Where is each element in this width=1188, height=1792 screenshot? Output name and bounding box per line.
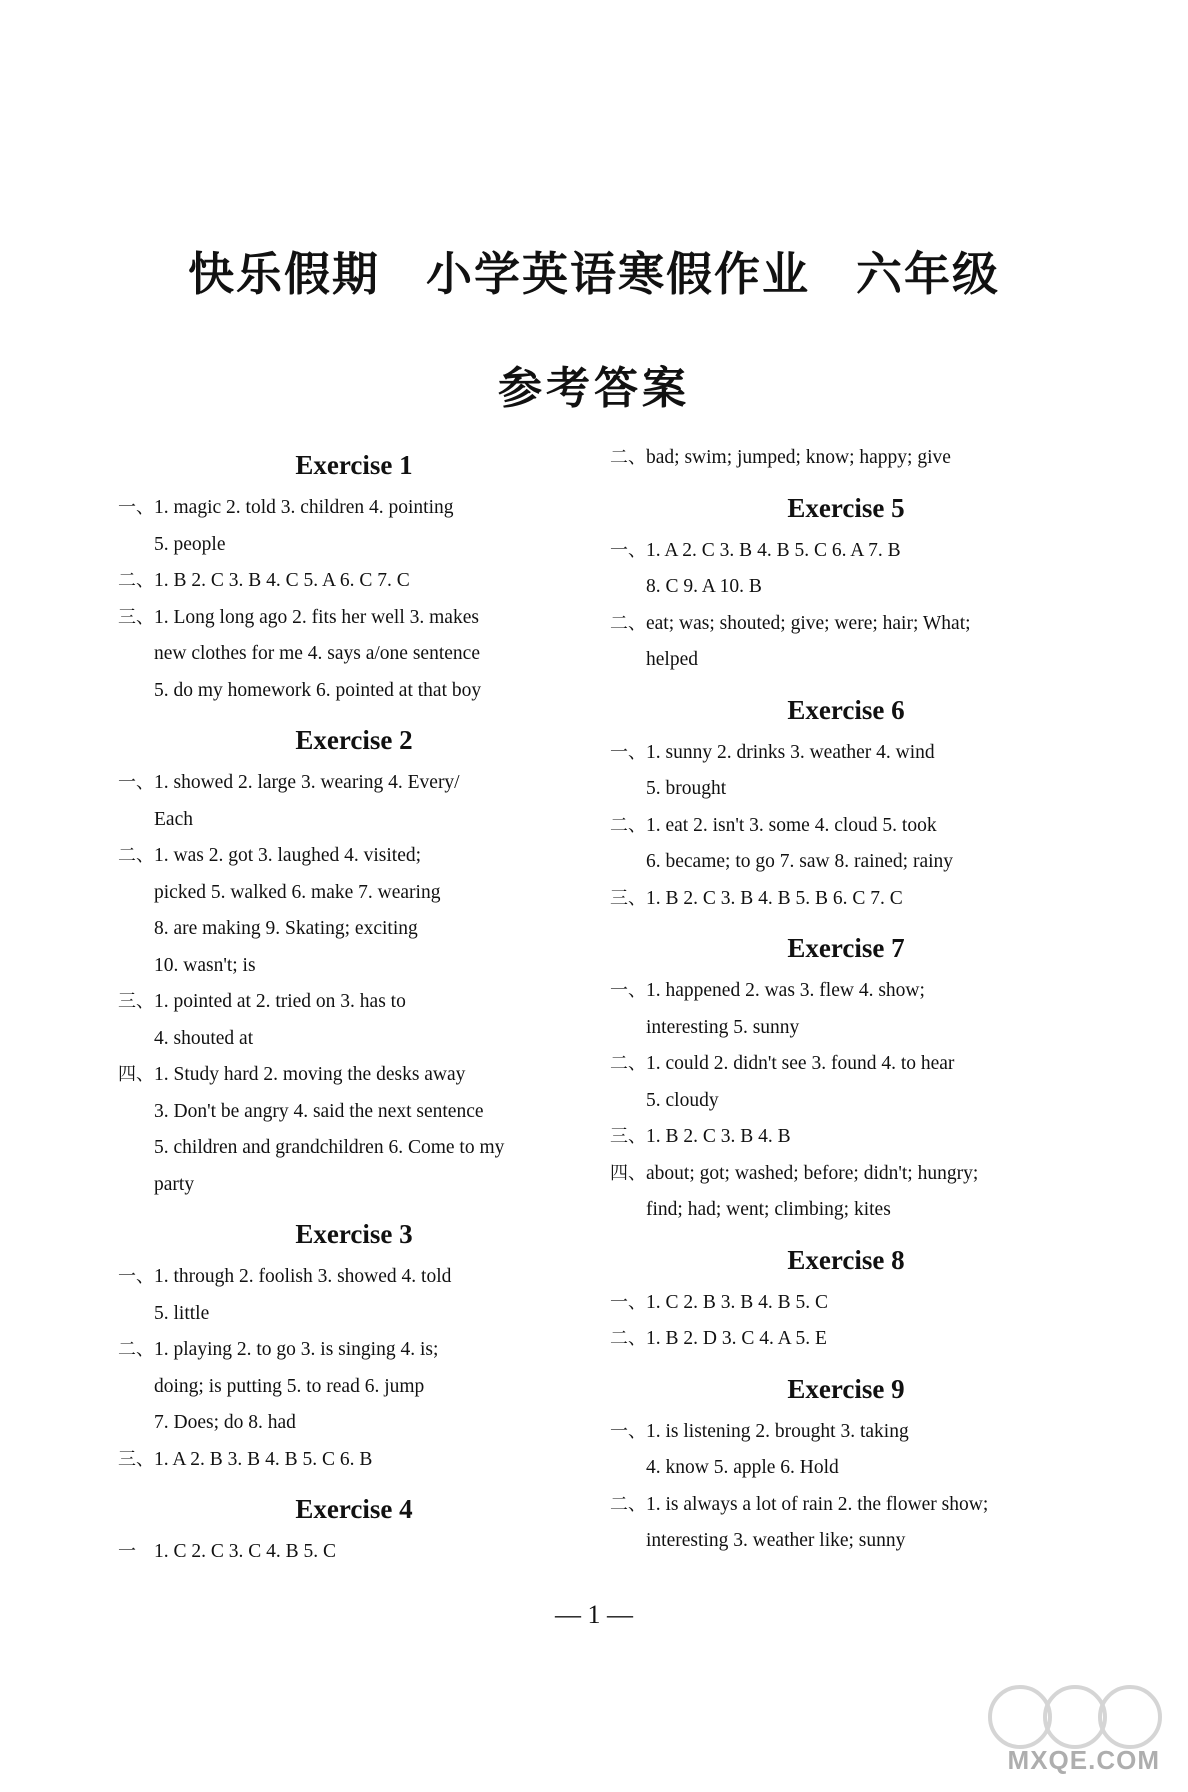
answer-text: 1. is always a lot of rain 2. the flower show; bbox=[646, 1493, 989, 1515]
answer-text: 4. know 5. apple 6. Hold bbox=[646, 1457, 839, 1478]
answer-text: 8. are making 9. Skating; exciting bbox=[154, 918, 418, 939]
answer-text: about; got; washed; before; didn't; hungry; bbox=[646, 1162, 979, 1184]
answer-line bbox=[118, 1167, 590, 1204]
answer-line bbox=[118, 1094, 590, 1131]
answer-line bbox=[610, 771, 1082, 808]
answer-text: 1. pointed at 2. tried on 3. has to bbox=[154, 991, 406, 1012]
answer-line bbox=[118, 875, 590, 912]
section-marker: 二、 bbox=[610, 814, 646, 836]
section-marker: 二、 bbox=[610, 1328, 646, 1349]
exercise-heading: Exercise 7 bbox=[787, 933, 905, 963]
section-marker: 一、 bbox=[610, 741, 646, 763]
section-marker: 二、 bbox=[118, 570, 154, 591]
answer-text: 5. children and grandchildren 6. Come to my bbox=[154, 1137, 505, 1158]
page-number: — 1 — bbox=[555, 1600, 633, 1629]
right-column bbox=[610, 440, 1082, 1560]
answer-text: 1. Long long ago 2. fits her well 3. makes bbox=[154, 606, 479, 628]
answer-line bbox=[610, 569, 1082, 606]
answer-text: 5. brought bbox=[646, 778, 727, 799]
answer-line bbox=[118, 911, 590, 948]
answer-line bbox=[610, 606, 1082, 643]
answer-line bbox=[118, 1332, 590, 1369]
section-marker: 二、 bbox=[610, 447, 646, 468]
answer-text: 1. B 2. C 3. B 4. B bbox=[646, 1126, 791, 1147]
answer-line bbox=[610, 844, 1082, 881]
section-marker: 二、 bbox=[118, 845, 154, 866]
exercise-heading: Exercise 3 bbox=[295, 1219, 413, 1249]
answer-text: 1. could 2. didn't see 3. found 4. to hear bbox=[646, 1053, 955, 1074]
title-part-3: 六年级 bbox=[856, 247, 1000, 301]
answer-line bbox=[118, 1405, 590, 1442]
answer-text: find; had; went; climbing; kites bbox=[646, 1199, 891, 1220]
title-part-2: 小学英语寒假作业 bbox=[426, 247, 810, 301]
answer-line bbox=[610, 735, 1082, 772]
section-marker: 三、 bbox=[610, 1126, 646, 1147]
answer-line bbox=[610, 1450, 1082, 1487]
answer-text: 6. became; to go 7. saw 8. rained; rainy bbox=[646, 851, 954, 872]
answer-line bbox=[118, 1021, 590, 1058]
answer-text: 4. shouted at bbox=[154, 1027, 254, 1049]
answer-text: eat; was; shouted; give; were; hair; What; bbox=[646, 612, 971, 634]
answer-line bbox=[610, 1192, 1082, 1229]
answer-line bbox=[610, 1083, 1082, 1120]
answer-line bbox=[610, 440, 1082, 477]
answer-text: 1. sunny 2. drinks 3. weather 4. wind bbox=[646, 741, 935, 763]
answer-text: 10. wasn't; is bbox=[154, 954, 256, 976]
answer-line bbox=[610, 1285, 1082, 1322]
answer-line bbox=[118, 636, 590, 673]
answer-text: 1. magic 2. told 3. children 4. pointing bbox=[154, 497, 454, 518]
section-marker: 二、 bbox=[118, 1339, 154, 1360]
answer-line bbox=[118, 1259, 590, 1296]
exercise-heading: Exercise 6 bbox=[787, 694, 905, 725]
answer-text: 5. little bbox=[154, 1302, 210, 1324]
answer-line bbox=[610, 642, 1082, 679]
answer-text: picked 5. walked 6. make 7. wearing bbox=[154, 881, 441, 903]
answer-text: 8. C 9. A 10. B bbox=[646, 576, 762, 597]
page-title bbox=[0, 238, 1188, 304]
answer-text: bad; swim; jumped; know; happy; give bbox=[646, 447, 951, 468]
answer-text: 1. B 2. C 3. B 4. C 5. A 6. C 7. C bbox=[154, 570, 410, 591]
answer-text: 1. A 2. B 3. B 4. B 5. C 6. B bbox=[154, 1448, 373, 1470]
section-marker: 一、 bbox=[118, 497, 154, 518]
watermark-text: MXQE.COM bbox=[1007, 1745, 1160, 1775]
section-marker: 一、 bbox=[610, 1420, 646, 1442]
section-marker: 一、 bbox=[610, 1291, 646, 1313]
section-marker: 三、 bbox=[610, 887, 646, 909]
answer-text: new clothes for me 4. says a/one sentence bbox=[154, 643, 480, 664]
answer-line bbox=[610, 881, 1082, 918]
answer-text: 1. playing 2. to go 3. is singing 4. is; bbox=[154, 1339, 439, 1360]
answer-text: 5. people bbox=[154, 533, 226, 555]
answer-text: 1. B 2. D 3. C 4. A 5. E bbox=[646, 1328, 827, 1349]
section-marker: 四、 bbox=[610, 1162, 646, 1184]
answer-text: helped bbox=[646, 649, 698, 670]
section-marker: 三、 bbox=[118, 1448, 154, 1470]
answer-line bbox=[118, 563, 590, 600]
answer-line bbox=[610, 1487, 1082, 1524]
answer-text: interesting 5. sunny bbox=[646, 1016, 800, 1038]
page-subtitle: 参考答案 bbox=[498, 363, 690, 414]
section-marker: 三、 bbox=[118, 991, 154, 1012]
answer-line bbox=[118, 948, 590, 985]
answer-text: 1. through 2. foolish 3. showed 4. told bbox=[154, 1266, 452, 1287]
answer-text: 5. do my homework 6. pointed at that boy bbox=[154, 679, 482, 701]
answer-text: Each bbox=[154, 808, 193, 830]
answer-text: doing; is putting 5. to read 6. jump bbox=[154, 1375, 425, 1397]
section-marker: 一、 bbox=[118, 1266, 154, 1287]
answer-line bbox=[610, 808, 1082, 845]
answer-text: 1. eat 2. isn't 3. some 4. cloud 5. took bbox=[646, 814, 937, 836]
section-marker: 一、 bbox=[610, 539, 646, 561]
answer-text: 3. Don't be angry 4. said the next sentence bbox=[154, 1100, 484, 1122]
section-marker: 四、 bbox=[118, 1064, 154, 1085]
answer-text: 1. happened 2. was 3. flew 4. show; bbox=[646, 980, 925, 1001]
exercise-heading: Exercise 5 bbox=[787, 492, 905, 523]
answer-line bbox=[118, 1057, 590, 1094]
answer-text: 1. C 2. C 3. C 4. B 5. C bbox=[154, 1541, 337, 1562]
answer-line bbox=[118, 838, 590, 875]
answer-line bbox=[118, 1130, 590, 1167]
answer-line bbox=[118, 984, 590, 1021]
answer-text: party bbox=[154, 1173, 195, 1195]
section-marker: 一 bbox=[118, 1541, 136, 1562]
answer-text: 1. A 2. C 3. B 4. B 5. C 6. A 7. B bbox=[646, 539, 901, 561]
section-marker: 二、 bbox=[610, 1053, 646, 1074]
answer-line bbox=[610, 1046, 1082, 1083]
answer-line bbox=[610, 1119, 1082, 1156]
answer-text: 1. showed 2. large 3. wearing 4. Every/ bbox=[154, 772, 460, 793]
section-marker: 一、 bbox=[118, 772, 154, 793]
answer-line bbox=[118, 802, 590, 839]
answer-line bbox=[118, 1369, 590, 1406]
answer-line bbox=[610, 973, 1082, 1010]
answer-line bbox=[118, 527, 590, 564]
answer-line bbox=[610, 1414, 1082, 1451]
answer-text: 1. Study hard 2. moving the desks away bbox=[154, 1064, 466, 1085]
answer-text: 7. Does; do 8. had bbox=[154, 1412, 296, 1433]
answer-line bbox=[118, 1442, 590, 1479]
exercise-heading: Exercise 1 bbox=[295, 450, 413, 480]
answer-line bbox=[118, 765, 590, 802]
left-column bbox=[118, 440, 590, 1571]
answer-text: 1. was 2. got 3. laughed 4. visited; bbox=[154, 845, 422, 866]
exercise-heading: Exercise 4 bbox=[295, 1494, 413, 1524]
answer-line bbox=[118, 1534, 590, 1571]
answer-line bbox=[610, 1156, 1082, 1193]
answer-text: 1. B 2. C 3. B 4. B 5. B 6. C 7. C bbox=[646, 887, 903, 909]
exercise-heading: Exercise 9 bbox=[787, 1373, 905, 1404]
exercise-heading: Exercise 2 bbox=[295, 725, 413, 755]
answer-line bbox=[610, 1523, 1082, 1560]
answer-line bbox=[118, 1296, 590, 1333]
section-marker: 二、 bbox=[610, 612, 646, 634]
answer-line bbox=[610, 1321, 1082, 1358]
title-part-1: 快乐假期 bbox=[188, 247, 380, 301]
exercise-heading: Exercise 8 bbox=[787, 1244, 905, 1275]
answer-line bbox=[610, 1010, 1082, 1047]
answer-line bbox=[610, 533, 1082, 570]
answer-text: 5. cloudy bbox=[646, 1089, 719, 1111]
answer-text: 1. C 2. B 3. B 4. B 5. C bbox=[646, 1291, 829, 1313]
answer-text: 1. is listening 2. brought 3. taking bbox=[646, 1420, 909, 1442]
answer-text: interesting 3. weather like; sunny bbox=[646, 1530, 906, 1551]
section-marker: 二、 bbox=[610, 1493, 646, 1515]
answer-line bbox=[118, 490, 590, 527]
answer-line bbox=[118, 673, 590, 710]
section-marker: 一、 bbox=[610, 980, 646, 1001]
section-marker: 三、 bbox=[118, 606, 154, 628]
answer-line bbox=[118, 600, 590, 637]
